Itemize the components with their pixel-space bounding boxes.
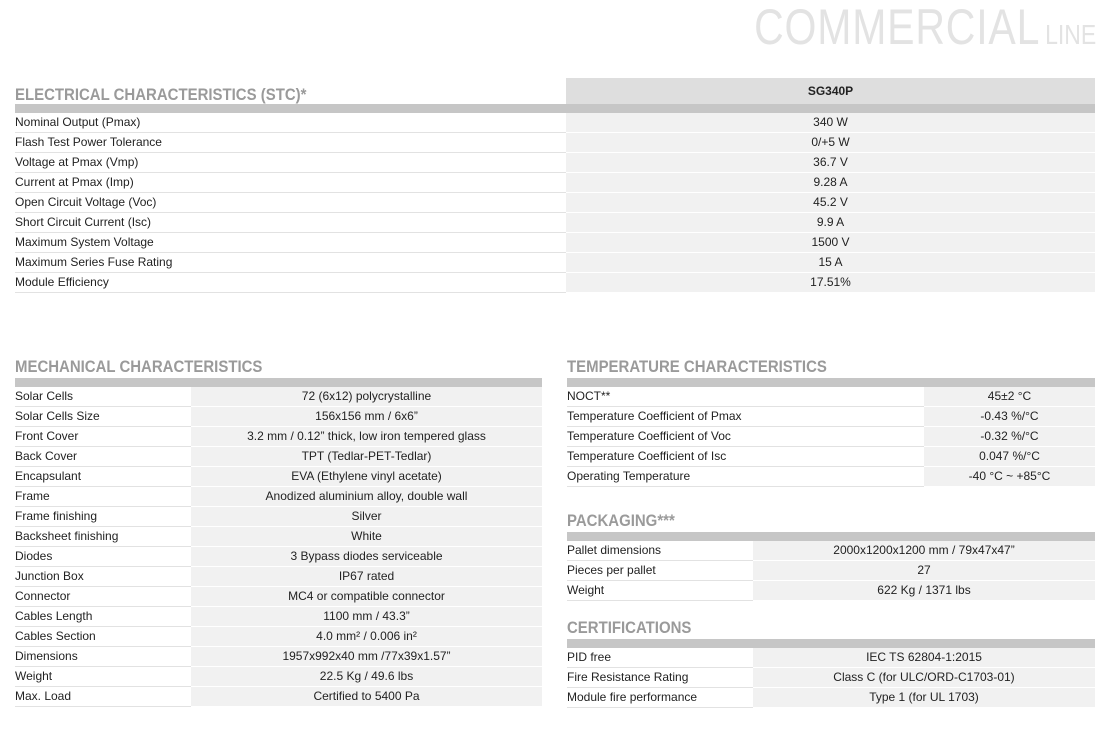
table-row — [567, 581, 1095, 601]
table-row — [15, 173, 1095, 193]
table-row — [15, 253, 1095, 273]
mechanical-section — [15, 356, 542, 707]
row-label: Short Circuit Current (Isc) — [15, 213, 566, 233]
row-value: 0.047 %/°C — [924, 447, 1095, 467]
packaging-divider — [567, 532, 1095, 541]
row-label: Voltage at Pmax (Vmp) — [15, 153, 566, 173]
row-label: Fire Resistance Rating — [567, 668, 753, 688]
certifications-section — [567, 617, 1095, 708]
table-row — [15, 487, 542, 507]
table-row — [15, 427, 542, 447]
row-value: 9.9 A — [566, 213, 1095, 233]
row-label: PID free — [567, 648, 753, 668]
mechanical-title: MECHANICAL CHARACTERISTICS — [15, 357, 263, 376]
table-row — [15, 193, 1095, 213]
electrical-table — [15, 113, 1095, 293]
mechanical-table — [15, 387, 542, 707]
temperature-title: TEMPERATURE CHARACTERISTICS — [567, 357, 827, 376]
row-value: 45.2 V — [566, 193, 1095, 213]
table-row — [15, 667, 542, 687]
row-value: Anodized aluminium alloy, double wall — [191, 487, 542, 507]
row-label: Open Circuit Voltage (Voc) — [15, 193, 566, 213]
table-row — [567, 387, 1095, 407]
row-value: 15 A — [566, 253, 1095, 273]
row-label: Cables Length — [15, 607, 191, 627]
table-row — [15, 447, 542, 467]
row-value: TPT (Tedlar-PET-Tedlar) — [191, 447, 542, 467]
row-label: Current at Pmax (Imp) — [15, 173, 566, 193]
brand-main: COMMERCIAL — [753, 0, 1041, 55]
row-label: Solar Cells Size — [15, 407, 191, 427]
row-label: Maximum Series Fuse Rating — [15, 253, 566, 273]
row-value: 22.5 Kg / 49.6 lbs — [191, 667, 542, 687]
table-row — [567, 467, 1095, 487]
row-value: 17.51% — [566, 273, 1095, 293]
row-value: MC4 or compatible connector — [191, 587, 542, 607]
row-label: Weight — [15, 667, 191, 687]
table-row — [567, 688, 1095, 708]
row-label: Encapsulant — [15, 467, 191, 487]
row-value: White — [191, 527, 542, 547]
table-row — [567, 668, 1095, 688]
table-row — [15, 153, 1095, 173]
row-label: Temperature Coefficient of Isc — [567, 447, 924, 467]
row-label: Junction Box — [15, 567, 191, 587]
table-row — [15, 213, 1095, 233]
row-value: 1100 mm / 43.3” — [191, 607, 542, 627]
row-label: Operating Temperature — [567, 467, 924, 487]
row-label: Cables Section — [15, 627, 191, 647]
brand-sub: LINE — [1044, 19, 1096, 50]
row-value: IEC TS 62804-1:2015 — [753, 648, 1095, 668]
row-value: Type 1 (for UL 1703) — [753, 688, 1095, 708]
row-label: Nominal Output (Pmax) — [15, 113, 566, 133]
certifications-title: CERTIFICATIONS — [567, 618, 692, 637]
row-value: 0/+5 W — [566, 133, 1095, 153]
row-value: 2000x1200x1200 mm / 79x47x47” — [753, 541, 1095, 561]
temperature-table — [567, 387, 1095, 487]
table-row — [15, 273, 1095, 293]
row-value: 340 W — [566, 113, 1095, 133]
row-label: Temperature Coefficient of Pmax — [567, 407, 924, 427]
row-value: 36.7 V — [566, 153, 1095, 173]
table-row — [15, 647, 542, 667]
model-header: SG340P — [566, 78, 1095, 104]
electrical-section — [15, 78, 1095, 293]
row-value: 45±2 °C — [924, 387, 1095, 407]
table-row — [567, 561, 1095, 581]
row-value: -0.43 %/°C — [924, 407, 1095, 427]
row-label: Connector — [15, 587, 191, 607]
temperature-divider — [567, 378, 1095, 387]
table-row — [15, 687, 542, 707]
table-row — [15, 233, 1095, 253]
row-label: Frame — [15, 487, 191, 507]
table-row — [15, 567, 542, 587]
row-label: Diodes — [15, 547, 191, 567]
row-label: Frame finishing — [15, 507, 191, 527]
brand-header — [754, 0, 1096, 56]
packaging-section — [567, 510, 1095, 601]
table-row — [15, 527, 542, 547]
row-value: -40 °C ~ +85°C — [924, 467, 1095, 487]
table-row — [15, 133, 1095, 153]
row-label: Backsheet finishing — [15, 527, 191, 547]
table-row — [15, 113, 1095, 133]
row-label: Back Cover — [15, 447, 191, 467]
certifications-table — [567, 648, 1095, 708]
table-row — [567, 407, 1095, 427]
row-label: Pieces per pallet — [567, 561, 753, 581]
row-label: Flash Test Power Tolerance — [15, 133, 566, 153]
row-value: 4.0 mm² / 0.006 in² — [191, 627, 542, 647]
row-label: NOCT** — [567, 387, 924, 407]
row-value: 9.28 A — [566, 173, 1095, 193]
table-row — [15, 547, 542, 567]
row-value: 156x156 mm / 6x6” — [191, 407, 542, 427]
table-row — [567, 447, 1095, 467]
row-value: 3 Bypass diodes serviceable — [191, 547, 542, 567]
temperature-section — [567, 356, 1095, 487]
table-row — [15, 507, 542, 527]
row-value: 1957x992x40 mm /77x39x1.57” — [191, 647, 542, 667]
row-value: -0.32 %/°C — [924, 427, 1095, 447]
row-label: Dimensions — [15, 647, 191, 667]
certifications-divider — [567, 639, 1095, 648]
row-label: Maximum System Voltage — [15, 233, 566, 253]
row-value: IP67 rated — [191, 567, 542, 587]
row-value: 3.2 mm / 0.12” thick, low iron tempered glass — [191, 427, 542, 447]
row-value: Certified to 5400 Pa — [191, 687, 542, 707]
row-label: Solar Cells — [15, 387, 191, 407]
table-row — [15, 407, 542, 427]
row-value: 1500 V — [566, 233, 1095, 253]
table-row — [15, 607, 542, 627]
row-value: 72 (6x12) polycrystalline — [191, 387, 542, 407]
row-label: Max. Load — [15, 687, 191, 707]
table-row — [567, 427, 1095, 447]
electrical-header — [15, 78, 1095, 104]
packaging-title: PACKAGING*** — [567, 511, 675, 530]
row-label: Module fire performance — [567, 688, 753, 708]
table-row — [15, 387, 542, 407]
row-value: EVA (Ethylene vinyl acetate) — [191, 467, 542, 487]
table-row — [15, 627, 542, 647]
row-label: Module Efficiency — [15, 273, 566, 293]
row-value: 27 — [753, 561, 1095, 581]
mechanical-divider — [15, 378, 542, 387]
row-value: Silver — [191, 507, 542, 527]
row-value: 622 Kg / 1371 lbs — [753, 581, 1095, 601]
table-row — [567, 541, 1095, 561]
packaging-table — [567, 541, 1095, 601]
row-label: Pallet dimensions — [567, 541, 753, 561]
row-label: Weight — [567, 581, 753, 601]
row-label: Temperature Coefficient of Voc — [567, 427, 924, 447]
electrical-title: ELECTRICAL CHARACTERISTICS (STC)* — [15, 85, 307, 104]
table-row — [15, 587, 542, 607]
row-value: Class C (for ULC/ORD-C1703-01) — [753, 668, 1095, 688]
table-row — [567, 648, 1095, 668]
row-label: Front Cover — [15, 427, 191, 447]
table-row — [15, 467, 542, 487]
